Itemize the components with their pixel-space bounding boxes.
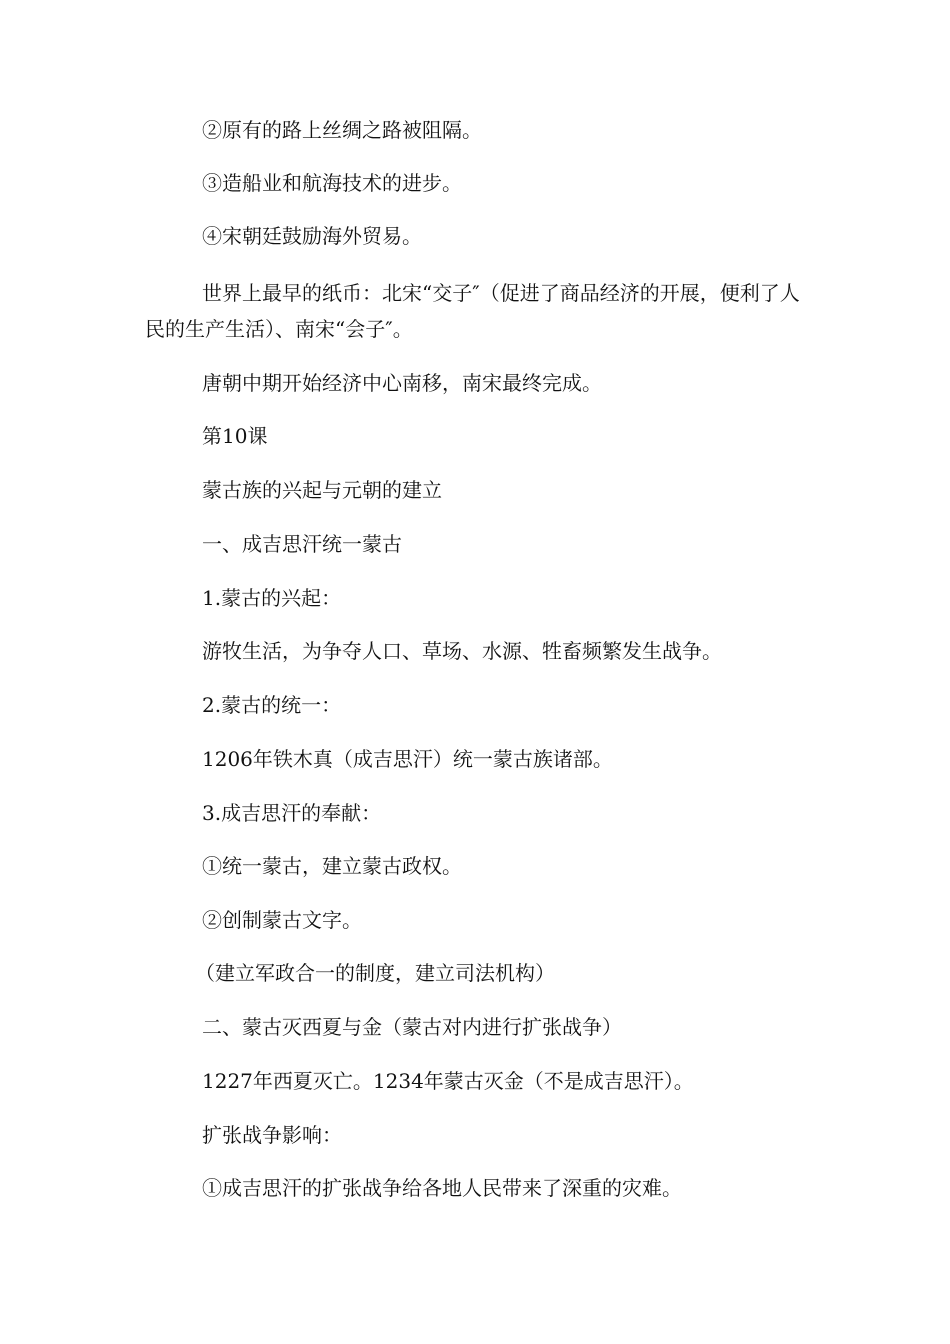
paragraph-mongolian-script: ②创制蒙古文字。 [202, 908, 362, 932]
lesson-title-heading: 蒙古族的兴起与元朝的建立 [202, 478, 442, 502]
subheading-rise: 1.蒙古的兴起： [202, 586, 342, 610]
paragraph-shipbuilding: ③造船业和航海技术的进步。 [202, 171, 462, 195]
paragraph-foreign-trade: ④宋朝廷鼓励海外贸易。 [202, 224, 422, 248]
section-heading-conquest: 二、蒙古灭西夏与金（蒙古对内进行扩张战争） [202, 1015, 622, 1039]
paragraph-silk-road-blocked: ②原有的路上丝绸之路被阻隔。 [202, 118, 482, 142]
lesson-number-heading: 第10课 [202, 424, 268, 448]
paragraph-paper-money: 世界上最早的纸币：北宋“交子″（促进了商品经济的开展，便利了人民的生产生活）、南宋“会子″。 [145, 281, 800, 341]
paragraph-war-disaster: ①成吉思汗的扩张战争给各地人民带来了深重的灾难。 [202, 1176, 682, 1200]
paragraph-economic-center: 唐朝中期开始经济中心南移，南宋最终完成。 [202, 371, 602, 395]
paragraph-unify-mongolia: ①统一蒙古，建立蒙古政权。 [202, 854, 462, 878]
subheading-contribution: 3.成吉思汗的奉献： [202, 801, 382, 825]
section-heading-unification: 一、成吉思汗统一蒙古 [202, 532, 402, 556]
subheading-unification: 2.蒙古的统一： [202, 693, 342, 717]
paragraph-military-system: （建立军政合一的制度，建立司法机构） [195, 961, 555, 985]
subheading-war-impact: 扩张战争影响： [202, 1123, 342, 1147]
paragraph-1206: 1206年铁木真（成吉思汗）统一蒙古族诸部。 [202, 747, 613, 771]
paragraph-nomadic-life: 游牧生活，为争夺人口、草场、水源、牲畜频繁发生战争。 [202, 639, 722, 663]
paragraph-1227-1234: 1227年西夏灭亡。1234年蒙古灭金（不是成吉思汗）。 [202, 1069, 694, 1093]
